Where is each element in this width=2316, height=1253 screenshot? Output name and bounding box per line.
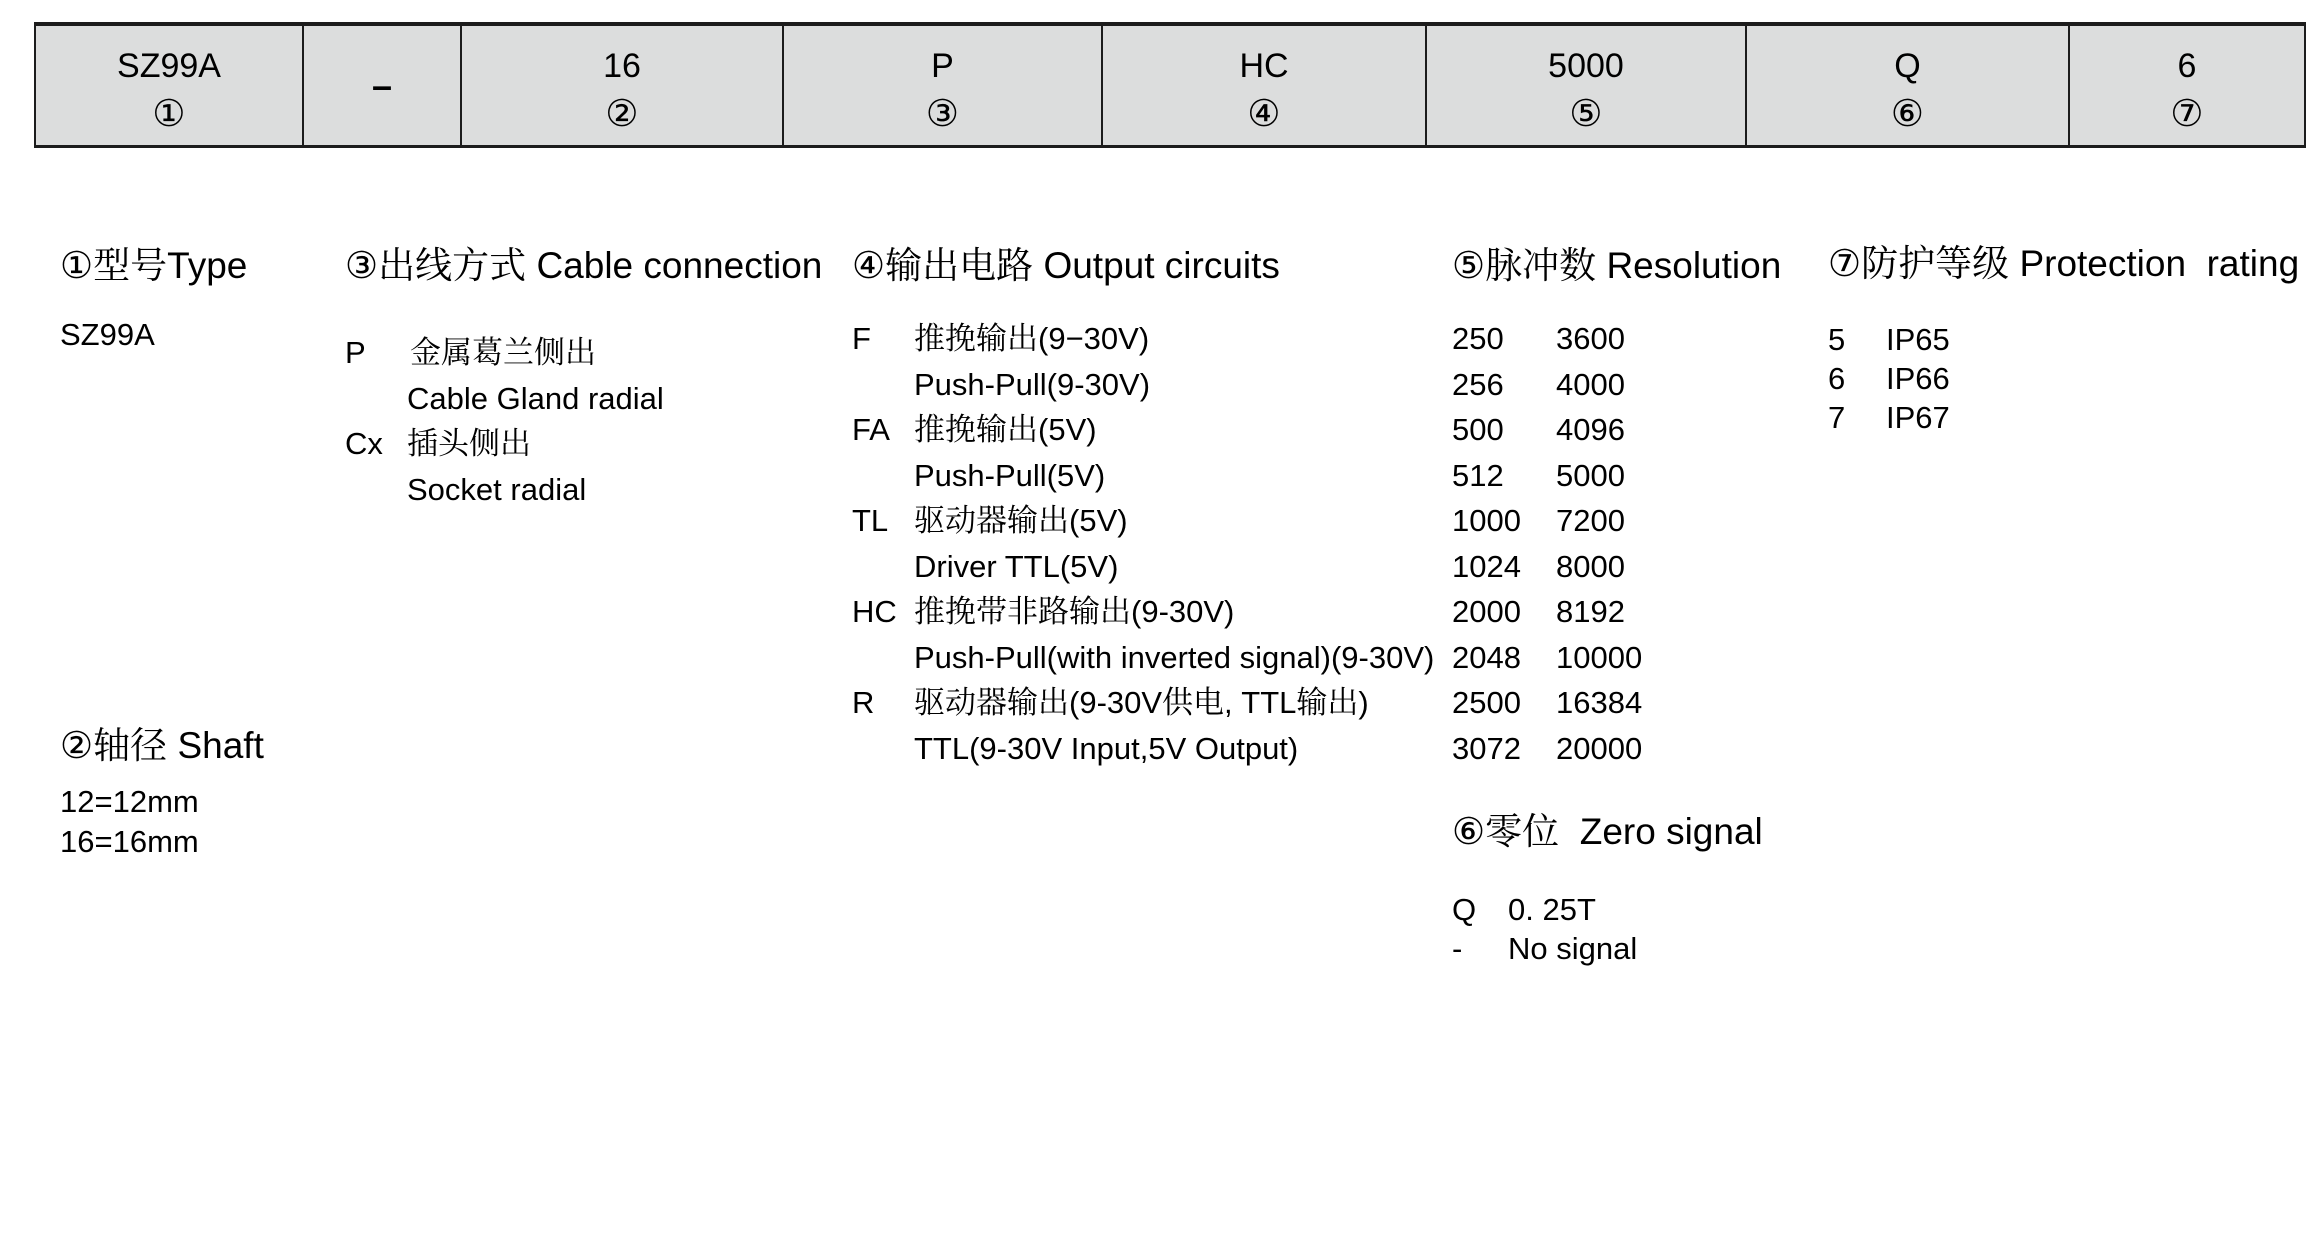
- cable-option: [345, 467, 822, 513]
- resolution-value: 10000: [1556, 639, 1643, 675]
- resolution-row: [1452, 498, 1781, 544]
- output-option-code: F: [852, 321, 871, 356]
- code-cell-cable: [784, 26, 1103, 145]
- model-name: SZ99A: [60, 317, 155, 352]
- cable-option-text: 金属葛兰侧出: [410, 335, 596, 370]
- section-shaft-title: ②轴径 Shaft: [60, 725, 264, 766]
- output-option-text: 驱动器输出(5V): [914, 503, 1128, 538]
- cable-option-text: Socket radial: [407, 471, 587, 507]
- code-value: –: [371, 64, 393, 106]
- cable-option-text: Cable Gland radial: [407, 380, 664, 416]
- protection-option-text: IP67: [1886, 400, 1950, 435]
- resolution-value: 2048: [1452, 639, 1521, 675]
- shaft-option: [60, 782, 264, 822]
- resolution-value: 5000: [1556, 457, 1625, 493]
- output-option: [852, 589, 1434, 635]
- section-output-circuits: [852, 246, 1434, 771]
- zero-option-code: Q: [1452, 892, 1477, 927]
- resolution-value: 256: [1452, 366, 1504, 402]
- code-cell-output: [1103, 26, 1427, 145]
- cable-option-text: 插头侧出: [407, 426, 531, 461]
- cable-option: [345, 421, 822, 467]
- protection-option: [1828, 320, 2299, 359]
- output-option-text: Push-Pull(with inverted signal)(9-30V): [914, 639, 1435, 675]
- output-option-text: Driver TTL(5V): [914, 548, 1119, 584]
- protection-option-code: 7: [1828, 400, 1846, 435]
- order-code-table: [34, 22, 2306, 148]
- resolution-value: 500: [1452, 412, 1504, 447]
- resolution-value: 512: [1452, 457, 1504, 493]
- resolution-value: 250: [1452, 321, 1504, 356]
- section-resolution: [1452, 246, 1781, 771]
- section-zero-signal: [1452, 812, 1763, 968]
- section-cable-connection: [345, 246, 822, 512]
- output-option: [852, 544, 1434, 590]
- protection-option: [1828, 359, 2299, 398]
- protection-option-text: IP65: [1886, 322, 1950, 357]
- resolution-row: [1452, 726, 1781, 772]
- code-cell-separator: [304, 26, 462, 145]
- code-index: ⑦: [2170, 93, 2204, 134]
- zero-option: [1452, 929, 1763, 968]
- section-type-title: ①型号Type: [60, 245, 248, 286]
- section-cable-title: ③出线方式 Cable connection: [345, 245, 823, 286]
- shaft-option-label: 16=16mm: [60, 824, 199, 859]
- resolution-value: 4096: [1556, 412, 1625, 447]
- output-option-text: 驱动器输出(9-30V供电, TTL输出): [914, 685, 1369, 720]
- output-option-code: TL: [852, 503, 889, 538]
- code-index: ③: [925, 93, 960, 134]
- resolution-row: [1452, 362, 1781, 408]
- output-option-text: 推挽带非路输出(9-30V): [914, 594, 1235, 629]
- section-protection-rating: [1828, 244, 2299, 437]
- resolution-value: 7200: [1556, 503, 1625, 538]
- code-value: Q: [1894, 47, 1921, 85]
- output-option-text: Push-Pull(5V): [914, 457, 1106, 493]
- resolution-value: 1000: [1452, 503, 1521, 538]
- code-index: ②: [605, 93, 639, 134]
- code-value: P: [931, 47, 954, 85]
- code-cell-zero: [1747, 26, 2070, 145]
- cable-option: [345, 330, 822, 376]
- code-index: ④: [1247, 93, 1281, 134]
- code-cell-resolution: [1427, 26, 1747, 145]
- code-value: SZ99A: [117, 47, 221, 85]
- output-option-code: [852, 635, 914, 681]
- code-cell-protection: [2070, 26, 2304, 145]
- output-option-code: [852, 453, 914, 499]
- resolution-value: 8192: [1556, 594, 1625, 629]
- code-index: ⑥: [1890, 93, 1925, 134]
- resolution-value: 3072: [1452, 730, 1521, 766]
- output-option-text: 推挽输出(5V): [914, 412, 1097, 447]
- resolution-value: 16384: [1556, 685, 1643, 720]
- output-option-code: HC: [852, 594, 897, 629]
- resolution-value: 3600: [1556, 321, 1625, 356]
- resolution-row: [1452, 680, 1781, 726]
- cable-option-code: Cx: [345, 426, 383, 461]
- output-option: [852, 316, 1434, 362]
- protection-option-text: IP66: [1886, 361, 1950, 396]
- output-option: [852, 407, 1434, 453]
- resolution-value: 4000: [1556, 366, 1625, 402]
- protection-option-code: 5: [1828, 322, 1846, 357]
- output-option: [852, 726, 1434, 772]
- section-zero-title: ⑥零位 Zero signal: [1452, 811, 1763, 852]
- output-option: [852, 498, 1434, 544]
- output-option-code: FA: [852, 412, 890, 447]
- output-option-code: [852, 362, 914, 408]
- resolution-value: 20000: [1556, 730, 1643, 766]
- protection-option-code: 6: [1828, 361, 1846, 396]
- section-type: [60, 246, 247, 355]
- zero-option-text: No signal: [1508, 931, 1638, 966]
- shaft-option: [60, 822, 264, 862]
- cable-option-code: [345, 467, 407, 513]
- output-option: [852, 362, 1434, 408]
- resolution-row: [1452, 316, 1781, 362]
- code-index: ⑤: [1569, 93, 1603, 134]
- code-value: 5000: [1548, 47, 1624, 85]
- resolution-row: [1452, 407, 1781, 453]
- resolution-row: [1452, 635, 1781, 681]
- section-shaft: [60, 726, 264, 862]
- resolution-row: [1452, 544, 1781, 590]
- resolution-row: [1452, 589, 1781, 635]
- section-resolution-title: ⑤脉冲数 Resolution: [1452, 245, 1782, 286]
- shaft-option-label: 12=12mm: [60, 784, 199, 819]
- code-value: HC: [1239, 47, 1289, 85]
- zero-option-code: -: [1452, 931, 1463, 966]
- output-option-code: [852, 726, 914, 772]
- code-cell-shaft: [462, 26, 784, 145]
- code-value: 6: [2177, 47, 2197, 85]
- resolution-value: 1024: [1452, 548, 1521, 584]
- section-output-title: ④输出电路 Output circuits: [852, 245, 1280, 286]
- cable-option: [345, 376, 822, 422]
- protection-option: [1828, 398, 2299, 437]
- zero-option-text: 0. 25T: [1508, 892, 1596, 927]
- output-option-text: Push-Pull(9-30V): [914, 366, 1151, 402]
- output-option: [852, 453, 1434, 499]
- cable-option-code: [345, 376, 407, 422]
- output-option-code: [852, 544, 914, 590]
- resolution-value: 2500: [1452, 685, 1521, 720]
- code-index: ①: [152, 93, 186, 134]
- output-option: [852, 680, 1434, 726]
- code-value: 16: [603, 47, 641, 85]
- output-option: [852, 635, 1434, 681]
- resolution-row: [1452, 453, 1781, 499]
- output-option-text: 推挽输出(9−30V): [914, 321, 1150, 356]
- section-protection-title: ⑦防护等级 Protection rating: [1828, 243, 2300, 284]
- output-option-text: TTL(9-30V Input,5V Output): [914, 730, 1299, 766]
- code-cell-type: [36, 26, 304, 145]
- cable-option-code: P: [345, 335, 366, 370]
- output-option-code: R: [852, 685, 875, 720]
- resolution-value: 8000: [1556, 548, 1625, 584]
- resolution-value: 2000: [1452, 594, 1521, 629]
- zero-option: [1452, 890, 1763, 929]
